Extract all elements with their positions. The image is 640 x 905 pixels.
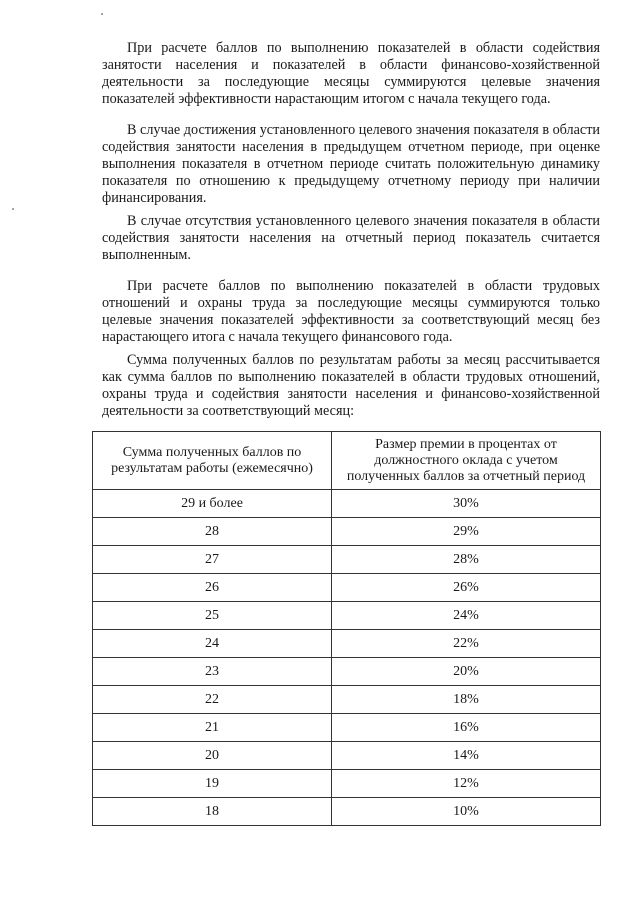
- bonus-table: [92, 431, 601, 826]
- cell-percent: 29%: [332, 518, 601, 546]
- cell-points: 20: [93, 742, 332, 770]
- paragraph-target-absent: В случае отсутствия установленного целевого значения показателя в области содействия занятости населения на отчетный период показатель считается выполненным.: [102, 213, 600, 263]
- table-row: [93, 658, 601, 686]
- cell-percent: 30%: [332, 490, 601, 518]
- header-bonus-percent: Размер премии в процентах от должностного оклада с учетом полученных баллов за отчетный период: [332, 432, 601, 490]
- cell-percent: 20%: [332, 658, 601, 686]
- table-row: [93, 490, 601, 518]
- scan-speck: [12, 208, 14, 210]
- paragraph-labor-safety-scoring: При расчете баллов по выполнению показателей в области трудовых отношений и охраны труда за последующие месяцы суммируются только целевые значения показателей эффективности за соответствующий месяц без нарастающего итога с начала текущего финансового года.: [102, 278, 600, 345]
- paragraph-monthly-sum: Сумма полученных баллов по результатам работы за месяц рассчитывается как сумма баллов по выполнению показателей в области трудовых отношений, охраны труда и содействия занятости населения и финансово-хозяйственной деятельности за соответствующий месяц:: [102, 352, 600, 419]
- cell-points: 18: [93, 798, 332, 826]
- cell-percent: 18%: [332, 686, 601, 714]
- cell-points: 25: [93, 602, 332, 630]
- table-row: [93, 574, 601, 602]
- cell-points: 23: [93, 658, 332, 686]
- cell-percent: 14%: [332, 742, 601, 770]
- table-row: [93, 518, 601, 546]
- table-row: [93, 686, 601, 714]
- cell-points: 24: [93, 630, 332, 658]
- cell-points: 27: [93, 546, 332, 574]
- cell-percent: 12%: [332, 770, 601, 798]
- paragraph-target-achieved: В случае достижения установленного целевого значения показателя в области содействия занятости населения в предыдущем отчетном периоде, при оценке выполнения показателя в отчетном периоде считать положительную динамику показателя по отношению к предыдущему отчетному периоду при наличии финансирования.: [102, 122, 600, 206]
- table-header-row: [93, 432, 601, 490]
- cell-percent: 26%: [332, 574, 601, 602]
- table-row: [93, 770, 601, 798]
- paragraph-employment-scoring: При расчете баллов по выполнению показателей в области содействия занятости населения и показателей в области финансово-хозяйственной деятельности за последующие месяцы суммируются целевые значения показателей эффективности нарастающим итогом с начала текущего года.: [102, 40, 600, 107]
- cell-points: 28: [93, 518, 332, 546]
- cell-percent: 10%: [332, 798, 601, 826]
- table-row: [93, 602, 601, 630]
- table-row: [93, 742, 601, 770]
- cell-points: 19: [93, 770, 332, 798]
- table-row: [93, 630, 601, 658]
- cell-percent: 28%: [332, 546, 601, 574]
- cell-percent: 22%: [332, 630, 601, 658]
- cell-points: 29 и более: [93, 490, 332, 518]
- table-row: [93, 798, 601, 826]
- cell-percent: 24%: [332, 602, 601, 630]
- scan-speck: [101, 13, 103, 15]
- cell-points: 26: [93, 574, 332, 602]
- table-row: [93, 714, 601, 742]
- table-row: [93, 546, 601, 574]
- cell-points: 21: [93, 714, 332, 742]
- cell-points: 22: [93, 686, 332, 714]
- header-points: Сумма полученных баллов по результатам работы (ежемесячно): [93, 432, 332, 490]
- cell-percent: 16%: [332, 714, 601, 742]
